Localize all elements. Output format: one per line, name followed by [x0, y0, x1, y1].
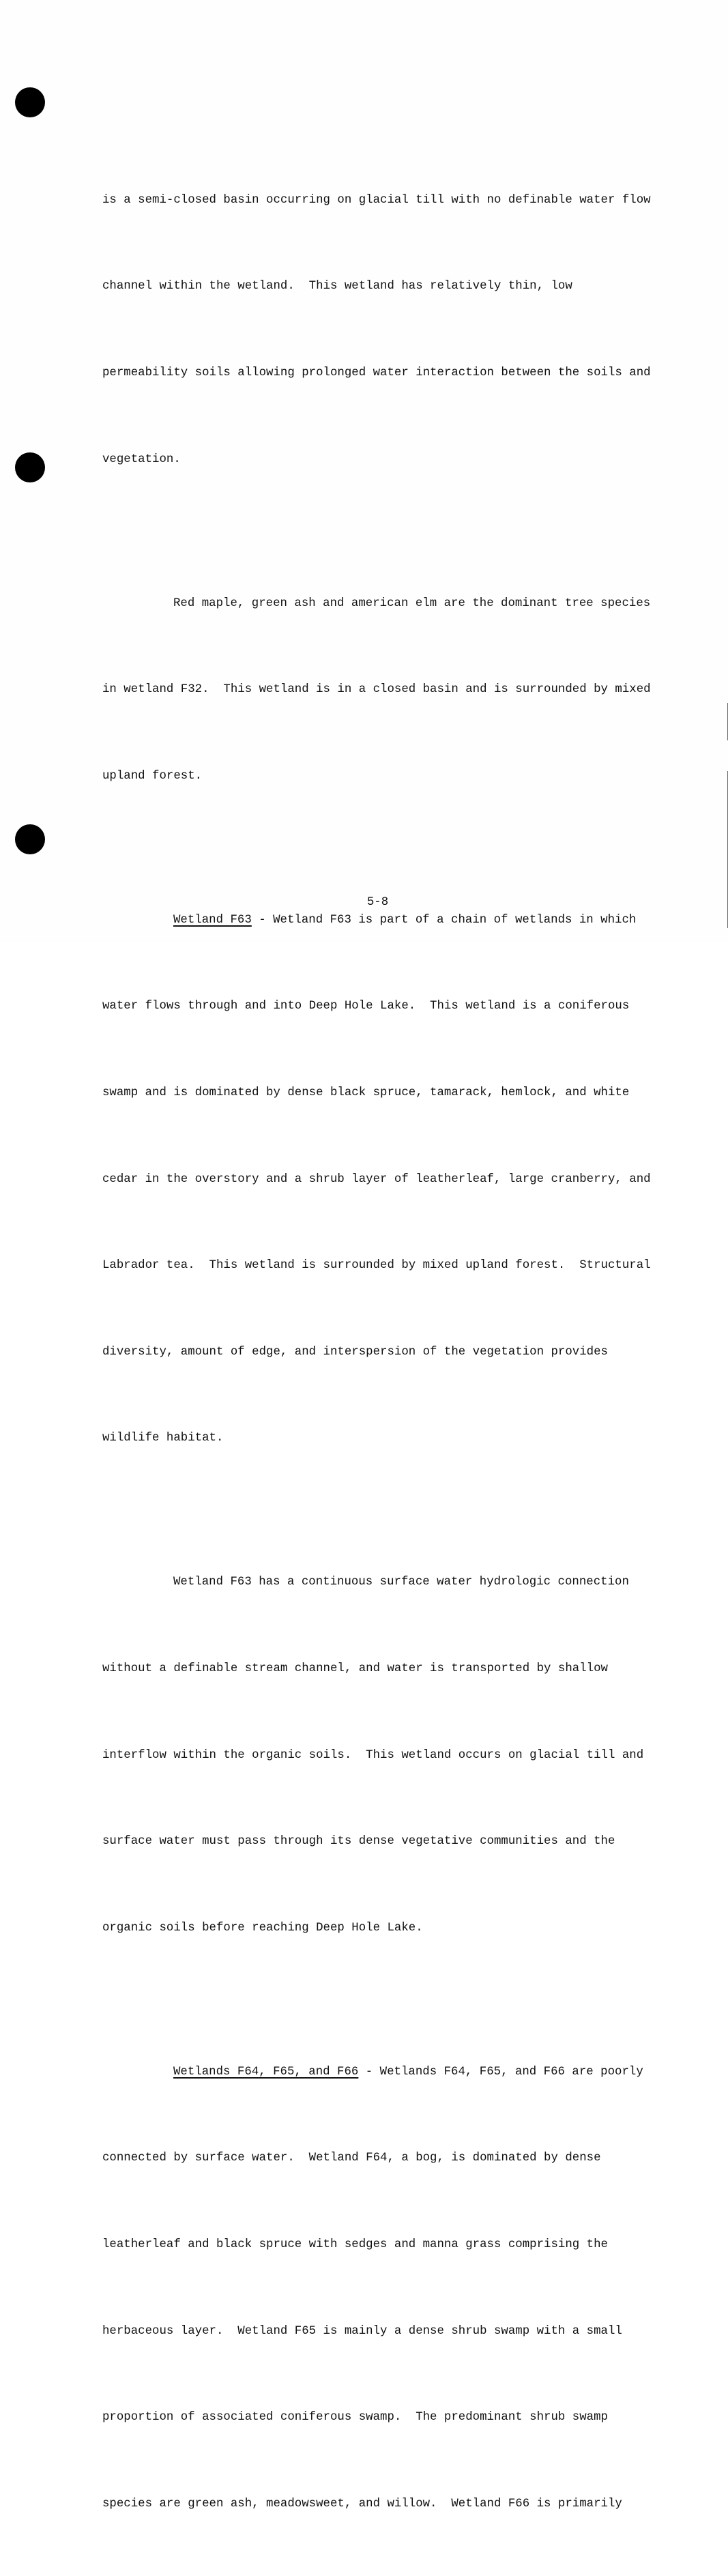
- text-line: diversity, amount of edge, and interspersion of the vegetation provides: [102, 1345, 608, 1359]
- text-line: without a definable stream channel, and water is transported by shallow: [102, 1662, 608, 1675]
- body-text: [102, 71, 689, 2576]
- text-line: herbaceous layer. Wetland F65 is mainly a dense shrub swamp with a small: [102, 2324, 622, 2338]
- text-line: water flows through and into Deep Hole Lake. This wetland is a coniferous: [102, 1000, 630, 1013]
- text-line: connected by surface water. Wetland F64, a bog, is dominated by dense: [102, 2152, 601, 2165]
- text-line: channel within the wetland. This wetland has relatively thin, low: [102, 280, 572, 293]
- text-line: Wetland F63 has a continuous surface water hydrologic connection: [173, 1576, 629, 1589]
- text-run: - Wetland F63 is part of a chain of wetlands in which: [251, 913, 637, 927]
- text-line: organic soils before reaching Deep Hole Lake.: [102, 1921, 423, 1935]
- text-run: - Wetlands F64, F65, and F66 are poorly: [358, 2065, 643, 2079]
- text-line: wildlife habitat.: [102, 1432, 224, 1445]
- text-line: cedar in the overstory and a shrub layer of leatherleaf, large cranberry, and: [102, 1172, 651, 1186]
- section-heading-line: [102, 906, 689, 935]
- text-line: is a semi-closed basin occurring on glacial till with no definable water flow: [102, 193, 651, 207]
- text-line: Labrador tea. This wetland is surrounded by mixed upland forest. Structural: [102, 1259, 651, 1273]
- text-line: upland forest.: [102, 769, 203, 783]
- text-line: Red maple, green ash and american elm are the dominant tree species: [173, 596, 651, 610]
- text-line: leatherleaf and black spruce with sedges and manna grass comprising the: [102, 2238, 608, 2251]
- text-line: surface water must pass through its dense vegetative communities and the: [102, 1835, 615, 1849]
- punch-hole-bottom: [15, 824, 45, 854]
- text-line: in wetland F32. This wetland is in a closed basin and is surrounded by mixed: [102, 683, 651, 697]
- text-line: vegetation.: [102, 452, 181, 466]
- section-heading-line: [102, 2058, 689, 2087]
- page-number: 5-8: [366, 896, 389, 909]
- section-heading-wetlands-f64-f65-f66: Wetlands F64, F65, and F66: [173, 2065, 359, 2079]
- punch-hole-top: [15, 87, 45, 117]
- text-line: swamp and is dominated by dense black spruce, tamarack, hemlock, and white: [102, 1086, 630, 1099]
- text-line: interflow within the organic soils. This wetland occurs on glacial till and: [102, 1748, 644, 1762]
- text-line: species are green ash, meadowsweet, and willow. Wetland F66 is primarily: [102, 2497, 622, 2510]
- punch-hole-middle: [15, 452, 45, 482]
- text-line: permeability soils allowing prolonged water interaction between the soils and: [102, 366, 651, 379]
- section-heading-wetland-f63: Wetland F63: [173, 913, 252, 927]
- text-line: proportion of associated coniferous swamp. The predominant shrub swamp: [102, 2411, 608, 2425]
